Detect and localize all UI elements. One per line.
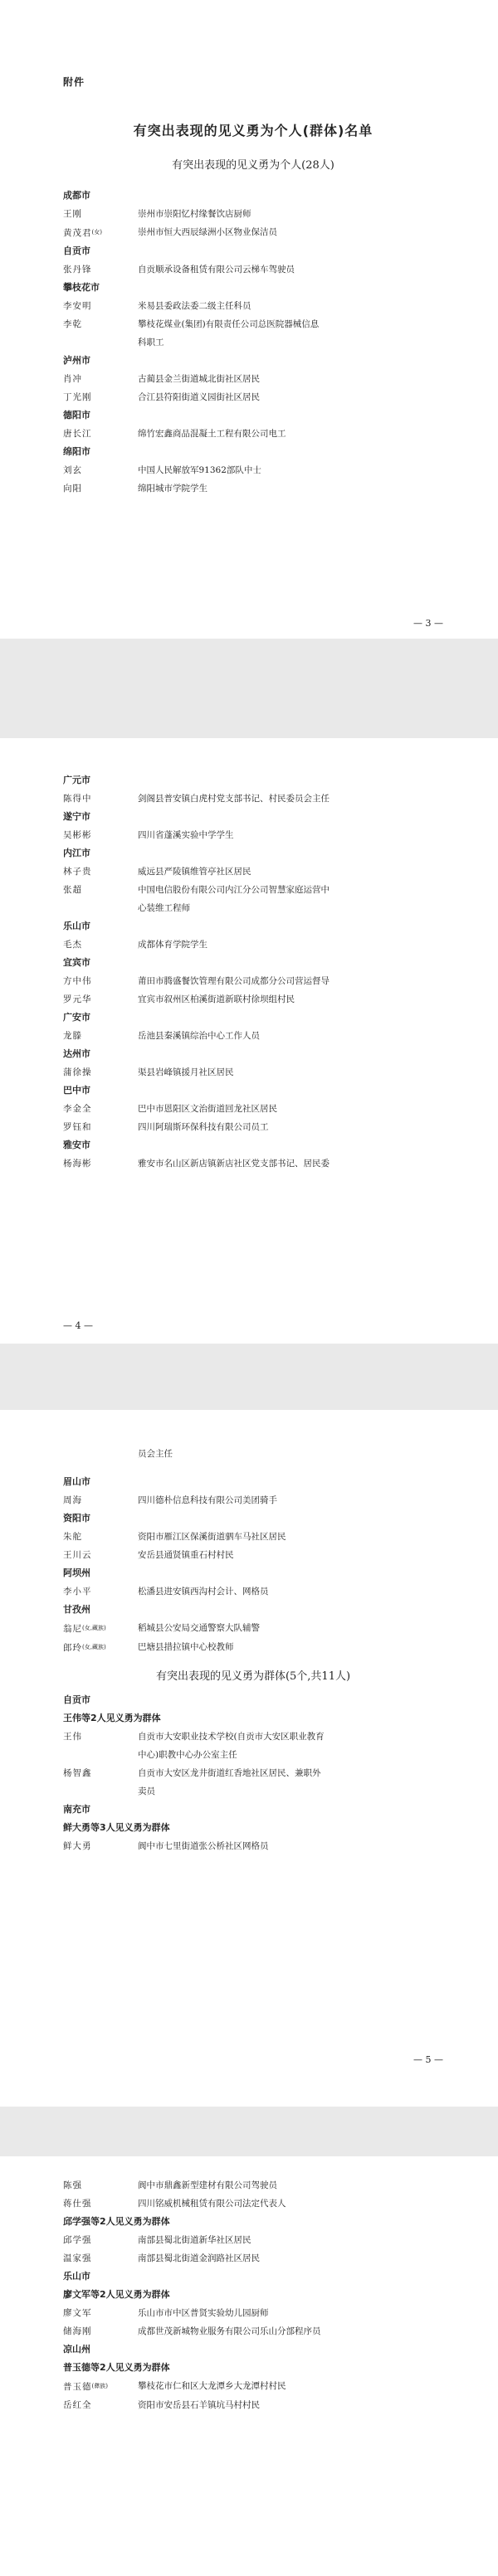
document-page-6: [0, 2156, 498, 2576]
person-name: 杨智鑫: [63, 1768, 92, 1778]
continuation-line: 员会主任: [138, 1449, 173, 1459]
person-row: [63, 479, 443, 498]
person-name: 罗元华: [63, 994, 92, 1004]
person-affiliation: 巴中市恩阳区文治街道回龙社区居民: [138, 1104, 277, 1114]
person-row: [63, 1837, 443, 1855]
person-affiliation: 四川德朴信息科技有限公司美团骑手: [138, 1495, 277, 1505]
document-page-4: [0, 738, 498, 1344]
groups-list-page-6: [63, 2213, 443, 2414]
person-row: [63, 315, 443, 333]
person-name: 储海刚: [63, 2326, 92, 2336]
person-row: [63, 1027, 443, 1045]
person-affiliation: 南部县蜀北街道金润路社区居民: [138, 2253, 260, 2263]
person-affiliation: 松潘县进安镇西沟村会计、网格员: [138, 1587, 269, 1597]
person-row: [63, 1063, 443, 1081]
city-heading: 眉山市: [63, 1476, 90, 1487]
person-name: 毛杰: [63, 940, 82, 950]
person-affiliation: 崇州市恒大西辰绿洲小区物业保洁员: [138, 227, 277, 237]
person-row: [63, 790, 443, 808]
person-row: [63, 388, 443, 406]
person-row: [63, 370, 443, 388]
document-page-3: [0, 0, 498, 639]
person-name: 李小平: [63, 1587, 92, 1597]
group-heading: 普玉德等2人见义勇为群体: [63, 2362, 170, 2373]
person-name: 李乾: [63, 319, 82, 329]
person-name: 王刚: [63, 209, 82, 219]
group-heading: 邱学强等2人见义勇为群体: [63, 2216, 170, 2227]
spacer: [63, 1782, 138, 1801]
person-name: 张超: [63, 885, 82, 895]
person-name: 杨海彬: [63, 1159, 92, 1169]
person-row: [63, 205, 443, 223]
groups-list-page-5: [63, 1691, 443, 1855]
person-row: [63, 826, 443, 844]
page-number: — 3 —: [413, 618, 443, 629]
person-row: [63, 2249, 443, 2267]
person-affiliation: 四川铭威机械租赁有限公司法定代表人: [138, 2199, 286, 2209]
person-row: [63, 2396, 443, 2414]
person-affiliation: 攀枝花煤业(集团)有限责任公司总医院器械信息: [138, 319, 320, 329]
city-heading: 甘孜州: [63, 1604, 90, 1615]
document-title: 有突出表现的见义勇为个人(群体)名单: [133, 123, 374, 139]
person-row: [63, 972, 443, 990]
person-row: [63, 1528, 443, 1546]
person-row: [63, 2176, 443, 2194]
person-name: 吴彬彬: [63, 830, 92, 840]
city-heading: 阿坝州: [63, 1567, 90, 1578]
person-row: [63, 461, 443, 479]
person-note: (女,藏族): [82, 1625, 106, 1631]
person-affiliation: 莆田市腾盛餐饮管理有限公司成都分公司营运督导: [138, 976, 330, 986]
individuals-list-page-3: [63, 187, 443, 498]
person-name: 黄茂君(女): [63, 228, 102, 238]
person-affiliation: 绵阳城市学院学生: [138, 484, 208, 493]
person-affiliation: 自贡市大安职业技术学校(自贡市大安区职业教育: [138, 1732, 325, 1742]
person-affiliation: 崇州市崇阳忆村缘餐饮店厨师: [138, 209, 251, 219]
city-heading: 巴中市: [63, 1085, 90, 1096]
person-affiliation: 成都世茂新城物业服务有限公司乐山分部程序员: [138, 2326, 321, 2336]
city-heading: 达州市: [63, 1048, 90, 1059]
person-affiliation: 阆中市七里街道张公桥社区网格员: [138, 1841, 269, 1851]
spacer: [63, 333, 138, 352]
person-name: 邱学强: [63, 2235, 92, 2245]
person-name: 普玉德(彝族): [63, 2382, 108, 2392]
city-heading: 德阳市: [63, 410, 90, 420]
person-row: [63, 1154, 443, 1173]
person-affiliation-cont: 中心)职教中心办公室主任: [138, 1750, 237, 1760]
person-affiliation: 四川省蓬溪实验中学学生: [138, 830, 234, 840]
person-name: 鲜大勇: [63, 1841, 92, 1851]
person-affiliation: 渠县岩峰镇援月社区居民: [138, 1067, 234, 1077]
person-name: 蒋仕强: [63, 2199, 92, 2209]
groups-lead-list: [63, 2176, 443, 2213]
person-row: [63, 1728, 443, 1746]
person-name: 李金全: [63, 1104, 92, 1114]
page-number: — 5 —: [413, 2054, 443, 2065]
person-affiliation: 攀枝花市仁和区大龙潭乡大龙潭村村民: [138, 2381, 286, 2391]
city-heading: 绵阳市: [63, 446, 90, 457]
city-heading: 凉山州: [63, 2344, 90, 2355]
person-name: 林子贵: [63, 867, 92, 877]
person-name: 李安明: [63, 301, 92, 311]
person-row: [63, 1619, 443, 1638]
person-name: 罗钰和: [63, 1122, 92, 1132]
person-affiliation: 古蔺县金兰街道城北街社区居民: [138, 374, 260, 384]
city-heading: 泸州市: [63, 355, 90, 366]
person-row: [63, 1118, 443, 1136]
person-row: [63, 425, 443, 443]
person-name: 王伟: [63, 1732, 82, 1742]
person-affiliation: 巴塘县措拉镇中心校教师: [138, 1642, 234, 1652]
person-affiliation: 乐山市市中区普贤实验幼儿园厨师: [138, 2308, 269, 2318]
city-heading: 广元市: [63, 775, 90, 785]
city-heading: 自贡市: [63, 1694, 90, 1705]
person-row-continuation: [63, 333, 443, 352]
person-row: [63, 2377, 443, 2396]
person-name: 陈强: [63, 2180, 82, 2190]
person-row: [63, 2231, 443, 2249]
person-affiliation: 合江县符阳街道义园街社区居民: [138, 392, 260, 402]
groups-heading: 有突出表现的见义勇为群体(5个,共11人): [155, 1670, 351, 1683]
group-heading: 王伟等2人见义勇为群体: [63, 1713, 161, 1723]
person-row-continuation: [63, 899, 443, 917]
person-affiliation: 自贡顺承设备租赁有限公司云梯车驾驶员: [138, 265, 295, 275]
person-row: [63, 881, 443, 899]
individuals-heading: 有突出表现的见义勇为个人(28人): [172, 159, 334, 172]
person-affiliation: 绵竹宏鑫商品混凝土工程有限公司电工: [138, 429, 286, 439]
person-affiliation: 南部县蜀北街道新华社区居民: [138, 2235, 251, 2245]
person-name: 翁尼(女,藏族): [63, 1624, 106, 1634]
city-heading: 自贡市: [63, 245, 90, 256]
individuals-list-page-5: [63, 1473, 443, 1657]
person-affiliation: 中国人民解放军91362部队中士: [138, 465, 261, 475]
person-affiliation: 四川阿瑞斯环保科技有限公司员工: [138, 1122, 269, 1132]
person-row: [63, 297, 443, 315]
city-heading: 攀枝花市: [63, 282, 100, 293]
person-row: [63, 2194, 443, 2213]
person-affiliation: 资阳市雁江区保溪街道驷车马社区居民: [138, 1532, 286, 1542]
person-row: [63, 260, 443, 279]
person-affiliation: 雅安市名山区新店镇新店社区党支部书记、居民委: [138, 1159, 330, 1169]
person-affiliation: 阆中市鼎鑫新型建材有限公司驾驶员: [138, 2180, 277, 2190]
person-note: (女): [91, 229, 102, 236]
person-name: 龙滕: [63, 1031, 82, 1041]
person-name: 温家强: [63, 2253, 92, 2263]
person-row: [63, 1100, 443, 1118]
city-heading: 乐山市: [63, 921, 90, 931]
person-name: 方中伟: [63, 976, 92, 986]
person-affiliation: 宜宾市叙州区柏溪街道新联村徐坝组村民: [138, 994, 295, 1004]
city-heading: 乐山市: [63, 2271, 90, 2282]
person-name: 陈得中: [63, 794, 92, 804]
person-name: 向阳: [63, 484, 82, 493]
person-row: [63, 2322, 443, 2340]
person-affiliation: 自贡市大安区龙井街道红香地社区居民、兼职外: [138, 1768, 321, 1778]
document-page-5: [0, 1410, 498, 2107]
person-note: (女,藏族): [82, 1644, 106, 1650]
group-heading: 廖文军等2人见义勇为群体: [63, 2289, 170, 2300]
city-heading: 成都市: [63, 190, 90, 201]
spacer: [63, 899, 138, 917]
person-affiliation-cont: 心装维工程师: [138, 903, 190, 913]
person-affiliation: 资阳市安岳县石羊镇坑马村村民: [138, 2400, 260, 2410]
attachment-label: 附件: [63, 76, 85, 88]
city-heading: 资阳市: [63, 1513, 90, 1524]
person-note: (彝族): [91, 2383, 108, 2389]
person-row: [63, 2304, 443, 2322]
person-row: [63, 990, 443, 1009]
person-name: 岳红全: [63, 2400, 92, 2410]
person-row-continuation: [63, 1782, 443, 1801]
person-affiliation: 成都体育学院学生: [138, 940, 208, 950]
person-name: 郎玲(女,藏族): [63, 1643, 106, 1653]
person-name: 廖文军: [63, 2308, 92, 2318]
person-row: [63, 863, 443, 881]
person-row: [63, 1546, 443, 1564]
person-row: [63, 1764, 443, 1782]
city-heading: 广安市: [63, 1012, 90, 1023]
person-affiliation: 安岳县通贤镇重石村村民: [138, 1550, 234, 1560]
person-affiliation: 稻城县公安局交通警察大队辅警: [138, 1623, 260, 1633]
person-name: 肖冲: [63, 374, 82, 384]
person-affiliation: 中国电信股份有限公司内江分公司智慧家庭运营中: [138, 885, 330, 895]
city-heading: 内江市: [63, 848, 90, 858]
person-affiliation-cont: 科职工: [138, 338, 164, 348]
person-affiliation: 剑阁县普安镇白虎村党支部书记、村民委员会主任: [138, 794, 330, 804]
person-row: [63, 1582, 443, 1601]
page-number: — 4 —: [63, 1320, 93, 1331]
person-name: 周海: [63, 1495, 82, 1505]
person-affiliation: 岳池县秦溪镇综治中心工作人员: [138, 1031, 260, 1041]
spacer: [63, 1746, 138, 1764]
person-affiliation: 米易县委政法委二级主任科员: [138, 301, 251, 311]
city-heading: 雅安市: [63, 1140, 90, 1150]
person-name: 刘玄: [63, 465, 82, 475]
person-name: 丁光刚: [63, 392, 92, 402]
person-name: 蒲徐操: [63, 1067, 92, 1077]
person-name: 张丹锋: [63, 265, 92, 275]
city-heading: 南充市: [63, 1804, 90, 1815]
city-heading: 宜宾市: [63, 957, 90, 968]
person-name: 唐长江: [63, 429, 92, 439]
person-row-continuation: [63, 1746, 443, 1764]
person-row: [63, 1491, 443, 1509]
person-name: 王川云: [63, 1550, 92, 1560]
person-name: 朱舵: [63, 1532, 82, 1542]
person-row: [63, 936, 443, 954]
person-affiliation: 威远县严陵镇维管亭社区居民: [138, 867, 251, 877]
person-affiliation-cont: 卖员: [138, 1786, 155, 1796]
individuals-list-page-4: [63, 771, 443, 1173]
group-heading: 鲜大勇等3人见义勇为群体: [63, 1822, 170, 1833]
person-row: [63, 223, 443, 242]
city-heading: 遂宁市: [63, 811, 90, 822]
person-row: [63, 1638, 443, 1657]
